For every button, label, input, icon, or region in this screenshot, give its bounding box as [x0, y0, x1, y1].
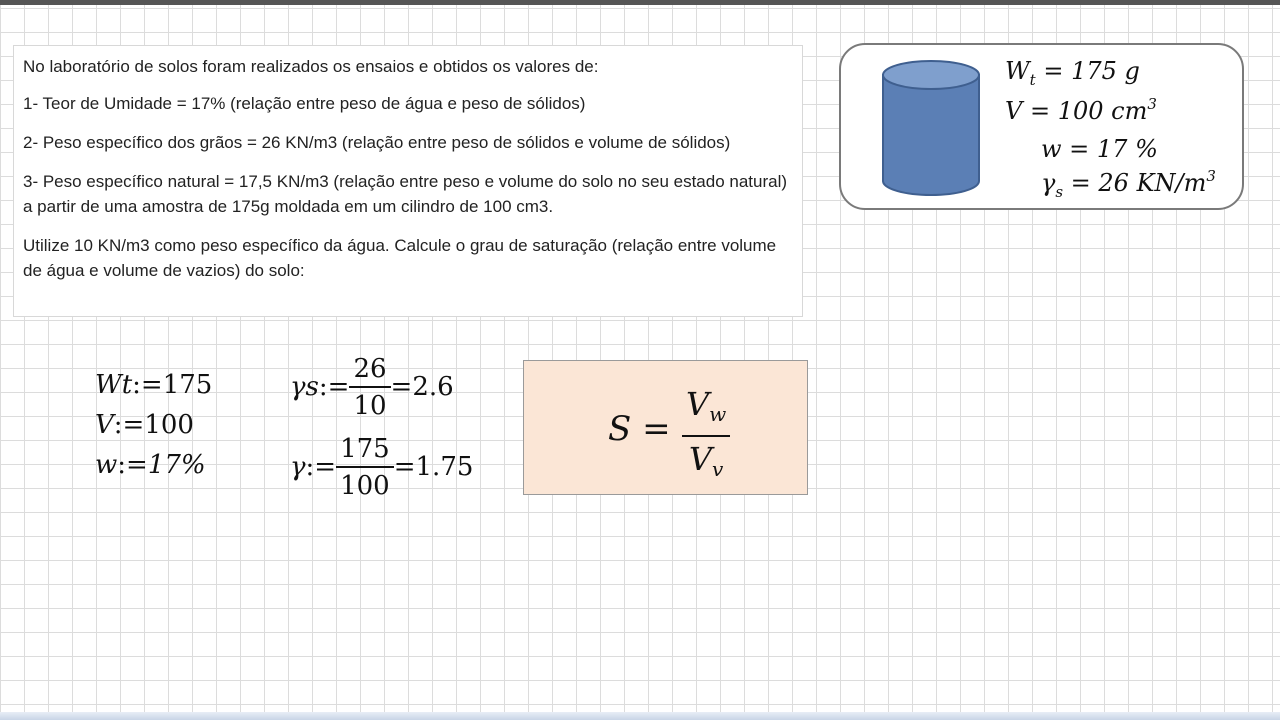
problem-statement: [13, 45, 803, 317]
given-w: w = 17 %: [1041, 135, 1158, 163]
given-gamma-s: $\gamma_s = 26$ $KN/m^3$: [1041, 167, 1216, 201]
bottom-border: [0, 712, 1280, 720]
problem-item-3: 3- Peso específico natural = 17,5 KN/m3 (relação entre peso e volume do solo no seu estado natural) a partir de uma amostra de 175g moldada em um cilindro de 100 cm3.: [23, 172, 788, 216]
given-wt: $W_t = 175$ g: [1005, 57, 1140, 89]
saturation-lhs: S =: [608, 409, 671, 449]
problem-item-1: 1- Teor de Umidade = 17% (relação entre peso de água e peso de sólidos): [23, 94, 586, 113]
problem-intro: No laboratório de solos foram realizados os ensaios e obtidos os valores de:: [23, 57, 599, 76]
given-v: V = 100 $cm^3$: [1005, 95, 1157, 125]
def-gamma-s: γs:= $\frac{26}{10}$ =2.6: [290, 352, 454, 424]
fraction-gamma: $\frac{175}{100}$: [336, 432, 394, 504]
saturation-fraction: Vw Vv: [682, 383, 730, 491]
def-wt: Wt:=175: [95, 370, 213, 400]
def-w: w:=17%: [95, 450, 206, 480]
def-gamma: γ:= $\frac{175}{100}$ =1.75: [290, 432, 473, 504]
given-values-box: [839, 43, 1244, 210]
problem-item-2: 2- Peso específico dos grãos = 26 KN/m3 (relação entre peso de sólidos e volume de sólidos): [23, 133, 731, 152]
cylinder-icon: [881, 59, 981, 199]
top-border: [0, 0, 1280, 5]
def-v: V:=100: [95, 410, 194, 440]
problem-instruction: Utilize 10 KN/m3 como peso específico da água. Calcule o grau de saturação (relação entre volume de água e volume de vazios) do solo:: [23, 236, 777, 280]
saturation-formula-box: [523, 360, 808, 495]
fraction-gamma-s: $\frac{26}{10}$: [349, 352, 390, 424]
